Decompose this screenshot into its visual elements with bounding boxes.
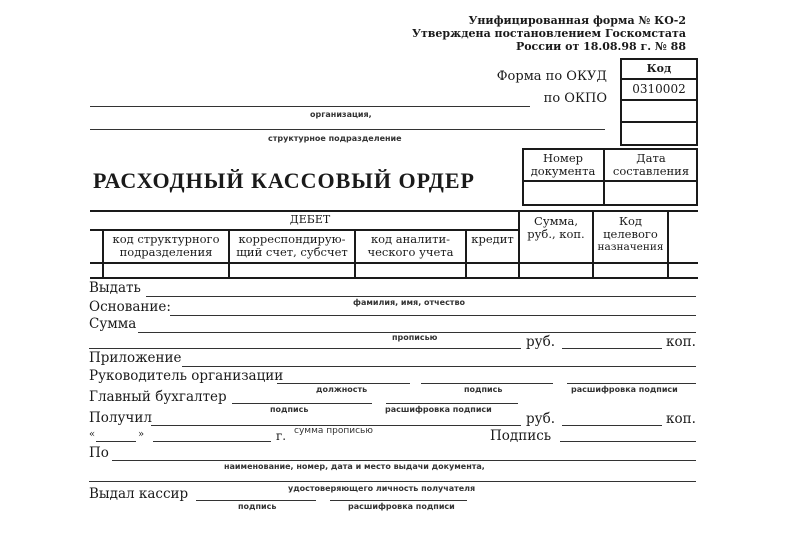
doc-number-header-l1: Номер — [542, 151, 584, 165]
col-header-division-l1: код структурного — [112, 232, 220, 246]
by-field[interactable] — [112, 460, 696, 461]
head-position-caption: должность — [316, 385, 368, 394]
col-header-purpose-l1: Код — [619, 214, 642, 228]
received-label: Получил — [89, 410, 152, 426]
okpo-label: по ОКПО — [543, 91, 607, 106]
code-divider — [620, 78, 698, 80]
kop-field[interactable] — [562, 348, 662, 349]
col-header-analytic-l1: код аналити- — [370, 232, 451, 246]
head-label: Руководитель организации — [89, 368, 284, 384]
code-header: Код — [646, 62, 672, 75]
chief-accountant-decode-field[interactable] — [386, 403, 518, 404]
col-header-purpose-l2: целевого — [603, 227, 658, 241]
attachment-field[interactable] — [182, 366, 696, 367]
identity-caption: удостоверяющего личность получателя — [288, 484, 476, 493]
head-signature-caption: подпись — [464, 385, 503, 394]
received-rub-label: руб. — [526, 411, 556, 427]
col-header-division-l2: подразделения — [119, 245, 213, 259]
okud-label: Форма по ОКУД — [496, 69, 607, 84]
chief-accountant-decode-caption: расшифровка подписи — [385, 405, 492, 414]
chief-accountant-signature-caption: подпись — [270, 405, 309, 414]
head-decode-field[interactable] — [567, 383, 696, 384]
chief-accountant-label: Главный бухгалтер — [89, 389, 227, 405]
chief-accountant-signature-field[interactable] — [232, 403, 372, 404]
okud-code[interactable]: 0310002 — [632, 82, 686, 96]
cashier-decode-caption: расшифровка подписи — [348, 502, 455, 511]
table-bottom-border — [90, 277, 698, 279]
received-kop-field[interactable] — [562, 425, 662, 426]
month-field[interactable] — [153, 441, 271, 442]
col-header-account-l2: щий счет, субсчет — [236, 245, 348, 259]
organization-caption: организация, — [310, 110, 372, 119]
head-signature-field[interactable] — [421, 383, 553, 384]
col-header-purpose-l3: назначения — [597, 241, 664, 253]
approval-line-1: Утверждена постановлением Госкомстата — [412, 27, 686, 40]
form-name: Унифицированная форма № КО-2 — [468, 14, 686, 27]
organization-field[interactable] — [90, 106, 530, 107]
debit-divider — [90, 229, 518, 231]
cashier-signature-caption: подпись — [238, 502, 277, 511]
basis-label: Основание: — [89, 299, 171, 315]
head-decode-caption: расшифровка подписи — [571, 385, 678, 394]
amount-field-continued[interactable] — [89, 348, 521, 349]
doc-date-header-l2: составления — [612, 164, 690, 178]
cashier-signature-field[interactable] — [196, 500, 316, 501]
debit-header: ДЕБЕТ — [289, 213, 331, 226]
kop-label: коп. — [666, 334, 696, 350]
header-bottom-border — [90, 262, 698, 264]
table-top-border — [90, 210, 698, 212]
year-suffix: г. — [276, 429, 287, 443]
by-field-continued[interactable] — [89, 481, 696, 482]
quote-open: « — [89, 429, 96, 440]
division-caption: структурное подразделение — [268, 134, 402, 143]
col-header-credit: кредит — [471, 232, 514, 246]
code-divider — [620, 99, 698, 101]
col-header-account-l1: корреспондирую- — [238, 232, 346, 246]
col-header-analytic-l2: ческого учета — [367, 245, 454, 259]
sum-words-caption: сумма прописью — [294, 426, 373, 436]
code-divider — [620, 121, 698, 123]
doc-date-header-l1: Дата — [636, 151, 666, 165]
by-label: По — [89, 445, 109, 461]
cashier-decode-field[interactable] — [330, 500, 467, 501]
col-header-sum-l1: Сумма, — [534, 214, 578, 228]
day-field[interactable] — [96, 441, 136, 442]
attachment-label: Приложение — [89, 350, 182, 366]
basis-field[interactable] — [170, 315, 696, 316]
issue-label: Выдать — [89, 280, 141, 296]
doc-number-header-l2: документа — [530, 164, 596, 178]
head-position-field[interactable] — [277, 383, 410, 384]
signature-field[interactable] — [560, 441, 696, 442]
amount-caption: прописью — [392, 333, 438, 342]
cashier-label: Выдал кассир — [89, 486, 189, 502]
quote-close: » — [138, 429, 145, 440]
doc-info-row-divider — [522, 180, 698, 182]
document-caption: наименование, номер, дата и место выдачи документа, — [224, 462, 485, 471]
division-field[interactable] — [90, 129, 605, 130]
rub-label: руб. — [526, 334, 556, 350]
page-title: РАСХОДНЫЙ КАССОВЫЙ ОРДЕР — [93, 168, 475, 193]
issue-field[interactable] — [146, 296, 696, 297]
amount-label: Сумма — [89, 316, 137, 332]
received-kop-label: коп. — [666, 411, 696, 427]
col-header-sum-l2: руб., коп. — [527, 227, 585, 241]
issue-caption: фамилия, имя, отчество — [353, 298, 465, 307]
approval-line-2: России от 18.08.98 г. № 88 — [515, 40, 686, 53]
signature-label: Подпись — [490, 428, 552, 444]
